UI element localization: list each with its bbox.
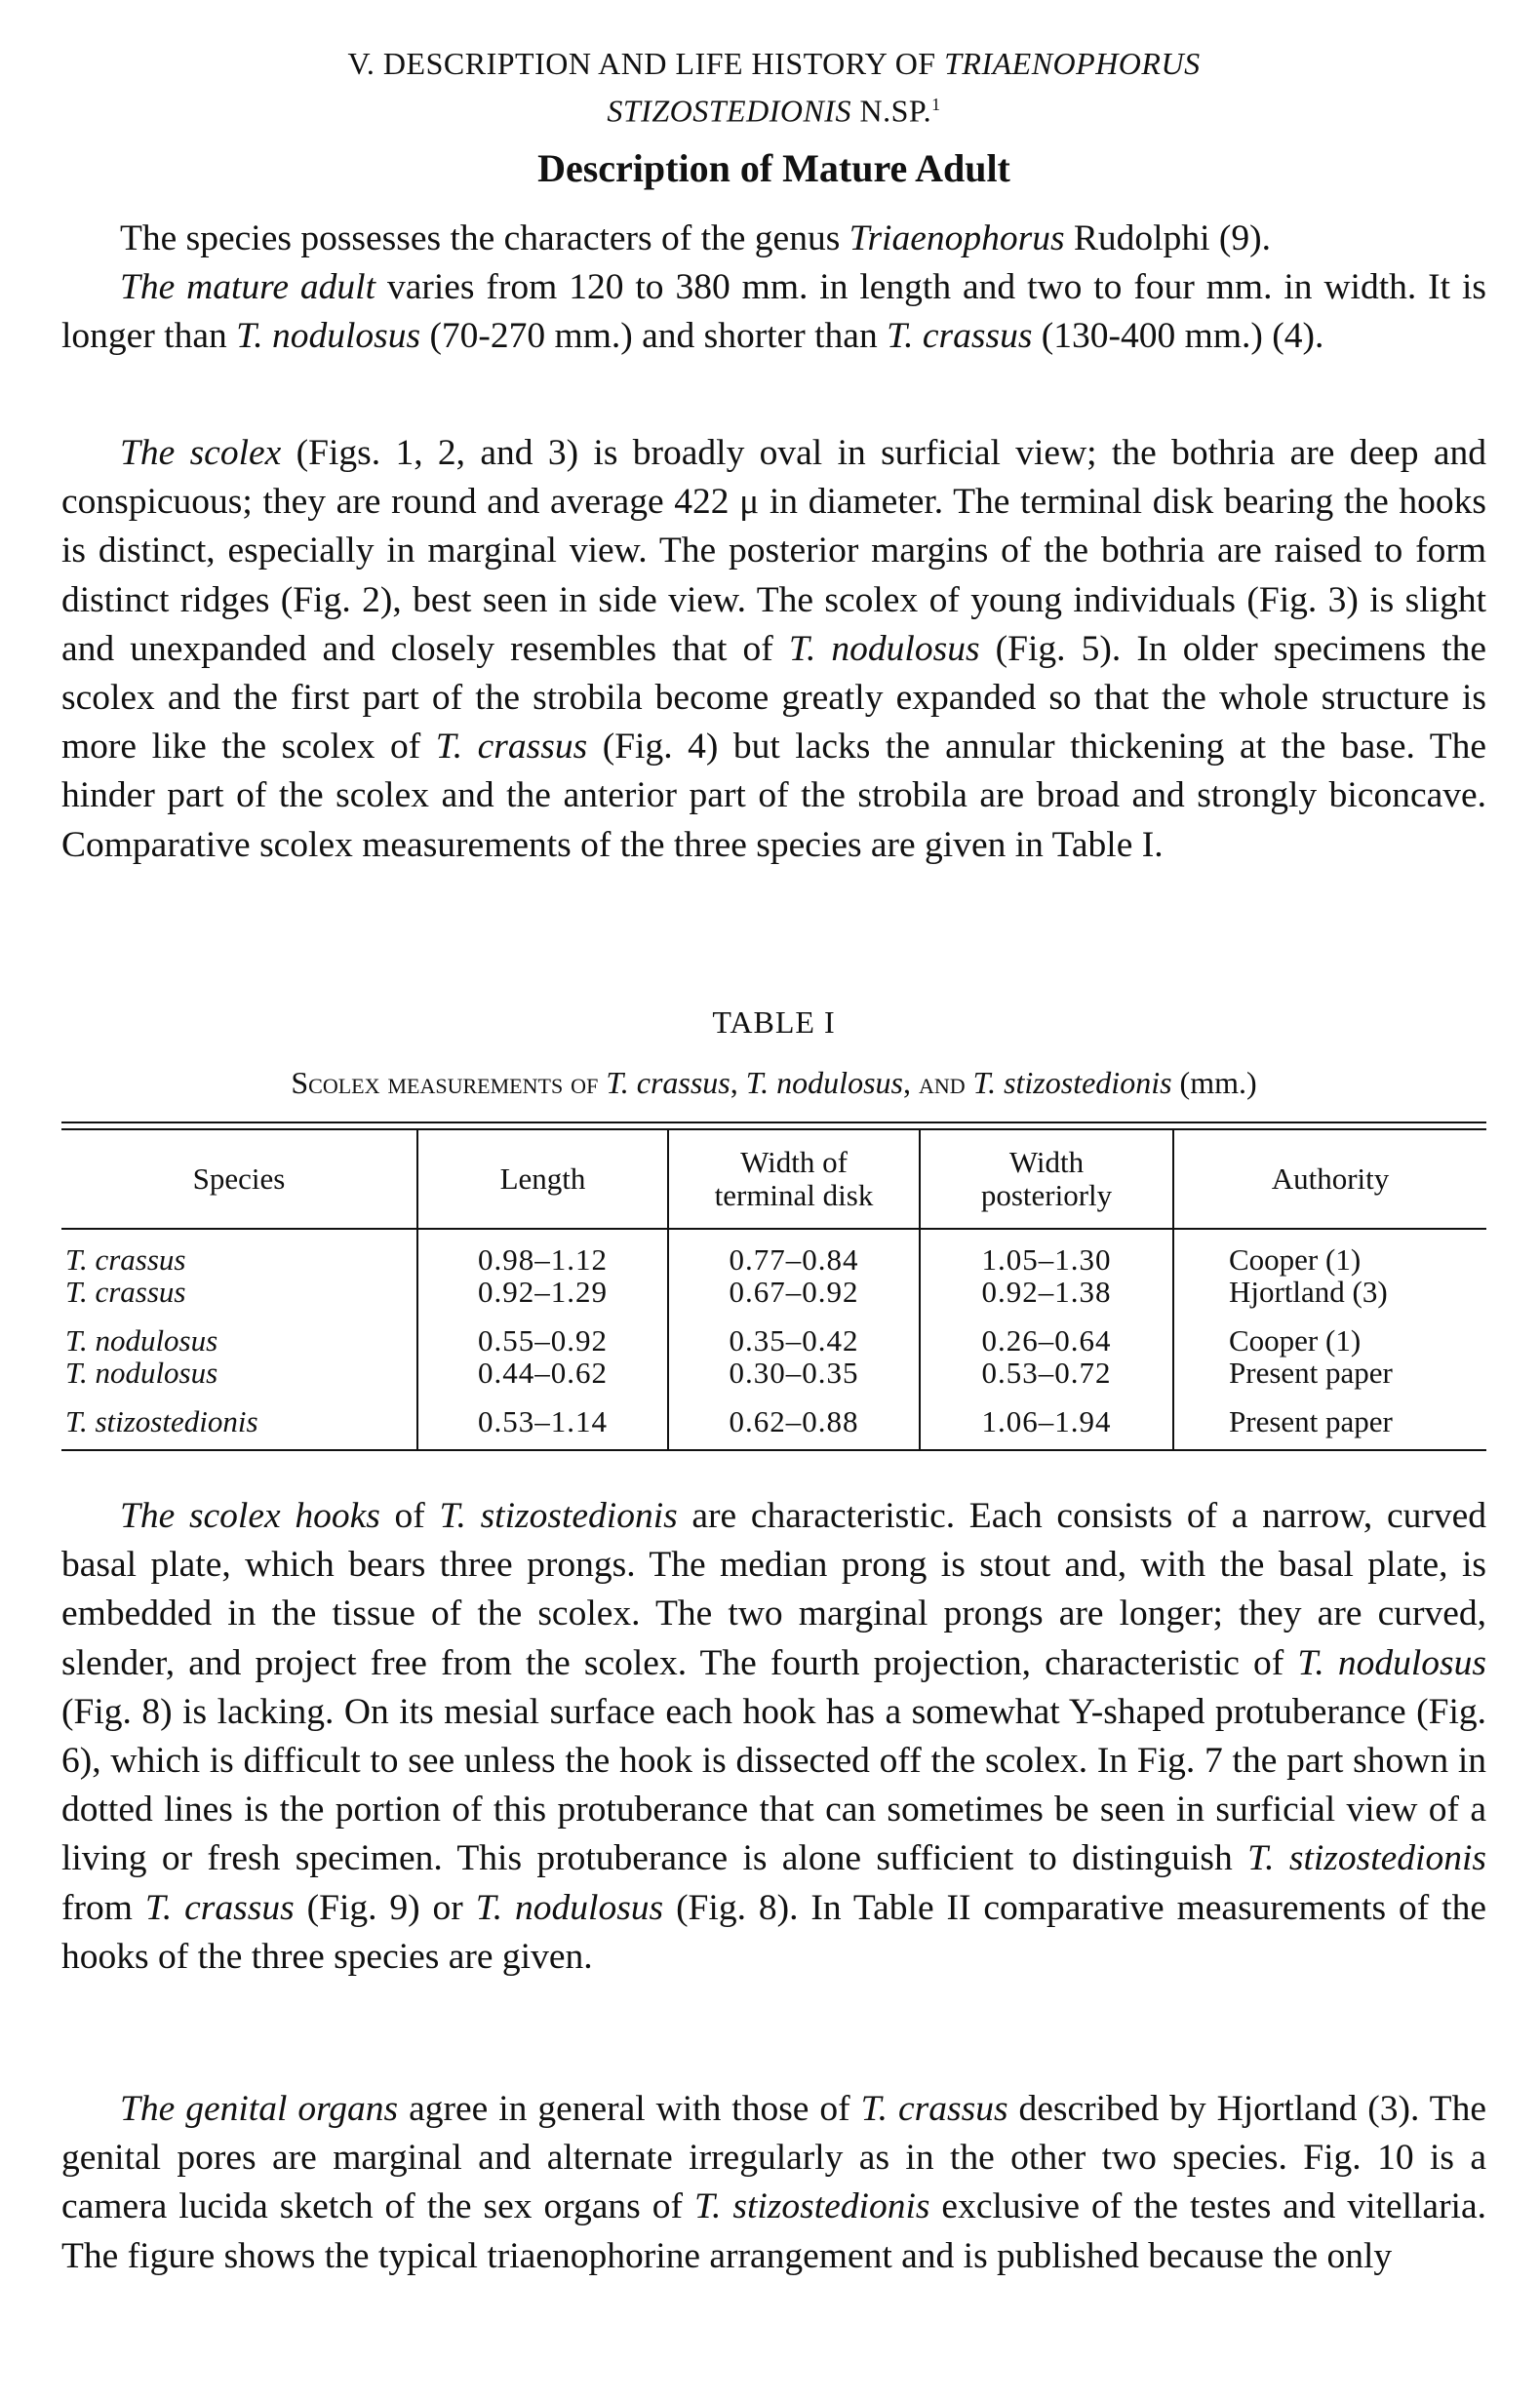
paragraph-genital-organs: The genital organs agree in general with those of T. crassus described by Hjortland (3). The genital pores are marginal and alternate irregularly as in the other two species. Fig. 10 is a camera lucida sketch of the sex organs of T. stizostedionis exclusive of the testes and vitellaria. The figure shows the typical triaenophorine arrangement and is published because the only [61, 2089, 1486, 2276]
col-header-authority: Authority [1173, 1130, 1486, 1229]
table-label: TABLE I [712, 1004, 836, 1040]
section-title-line-2: STIZOSTEDIONIS N.SP.$^1$ [607, 93, 941, 129]
col-header-disk-width: Width of terminal disk [668, 1130, 920, 1229]
table-caption: Scolex measurements of T. crassus, T. nodulosus, and T. stizostedionis (mm.) [291, 1065, 1257, 1100]
section-title-line-1: V. DESCRIPTION AND LIFE HISTORY OF TRIAENOPHORUS [347, 46, 1201, 81]
table-row: T. stizostedionis 0.53–1.14 0.62–0.88 1.06–1.94 Present paper [61, 1389, 1486, 1449]
col-header-species: Species [61, 1130, 417, 1229]
paragraph-scolex-hooks: The scolex hooks of T. stizostedionis are characteristic. Each consists of a narrow, curved basal plate, which bears three prongs. The median prong is stout and, with the basal plate, is embedded in the tissue of the scolex. The two marginal prongs are longer; they are curved, slender, and project free from the scolex. The fourth projection, characteristic of T. nodulosus (Fig. 8) is lacking. On its mesial surface each hook has a somewhat Y-shaped protuberance (Fig. 6), which is difficult to see unless the hook is dissected off the scolex. In Fig. 7 the part shown in dotted lines is the portion of this protuberance that can sometimes be seen in surficial view of a living or fresh specimen. This protuberance is alone sufficient to distinguish T. stizostedionis from T. crassus (Fig. 9) or T. nodulosus (Fig. 8). In Table II comparative measurements of the hooks of the three species are given. [61, 1496, 1486, 1977]
table-top-rule [61, 1122, 1486, 1123]
paragraph-genus: The species possesses the characters of the genus Triaenophorus Rudolphi (9). [120, 218, 1271, 258]
table-row: T. nodulosus 0.44–0.62 0.30–0.35 0.53–0.72 Present paper [61, 1357, 1486, 1389]
table-header-row [61, 1130, 1486, 1229]
table-row: T. crassus 0.98–1.12 0.77–0.84 1.05–1.30 Cooper (1) [61, 1229, 1486, 1276]
subheading: Description of Mature Adult [537, 146, 1010, 190]
table-row: T. nodulosus 0.55–0.92 0.35–0.42 0.26–0.64 Cooper (1) [61, 1308, 1486, 1357]
col-header-posterior-width: Width posteriorly [920, 1130, 1173, 1229]
scolex-measurements-table [61, 1122, 1486, 1451]
col-header-length: Length [417, 1130, 668, 1229]
footnote-marker[interactable]: 1 [931, 95, 941, 114]
paragraph-mature-adult: The mature adult varies from 120 to 380 mm. in length and two to four mm. in width. It is longer than T. nodulosus (70-270 mm.) and shorter than T. crassus (130-400 mm.) (4). [61, 267, 1486, 357]
table-bottom-rule [61, 1449, 1486, 1451]
paragraph-scolex: The scolex (Figs. 1, 2, and 3) is broadly oval in surficial view; the bothria are deep and conspicuous; they are round and average 422 μ in diameter. The terminal disk bearing the hooks is distinct, especially in marginal view. The posterior margins of the bothria are raised to form distinct ridges (Fig. 2), best seen in side view. The scolex of young individuals (Fig. 3) is slight and unexpanded and closely resembles that of T. nodulosus (Fig. 5). In older specimens the scolex and the first part of the strobila become greatly expanded so that the whole structure is more like the scolex of T. crassus (Fig. 4) but lacks the annular thickening at the base. The hinder part of the scolex and the anterior part of the strobila are broad and strongly biconcave. Comparative scolex measurements of the three species are given in Table I. [61, 433, 1487, 865]
table-row: T. crassus 0.92–1.29 0.67–0.92 0.92–1.38 Hjortland (3) [61, 1276, 1486, 1308]
